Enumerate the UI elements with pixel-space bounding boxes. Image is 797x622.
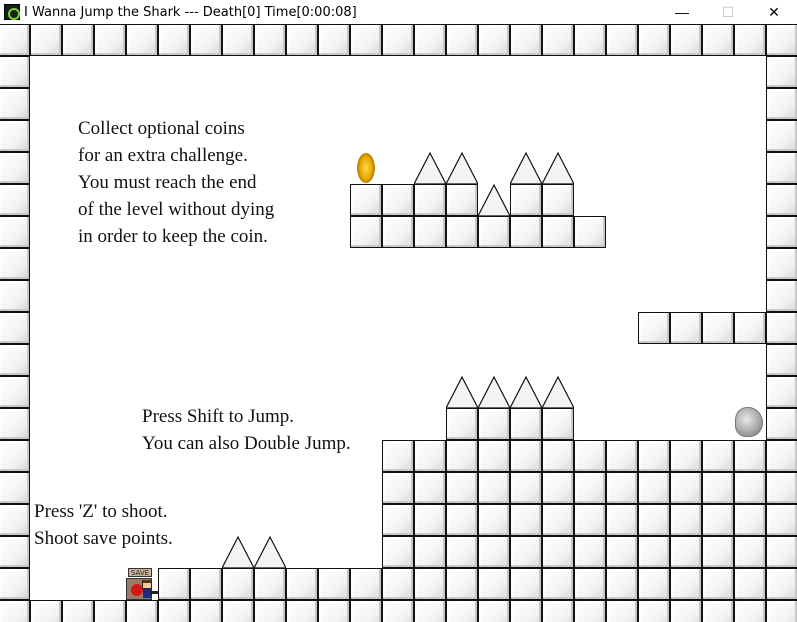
- block-tile: [702, 568, 734, 600]
- block-tile: [30, 600, 62, 622]
- hint-line: You must reach the end: [78, 172, 257, 193]
- block-tile: [478, 216, 510, 248]
- app-icon: [4, 4, 20, 20]
- spike-hazard: [542, 152, 574, 184]
- block-tile: [414, 184, 446, 216]
- block-tile: [510, 24, 542, 56]
- block-tile: [766, 216, 797, 248]
- block-tile: [0, 248, 30, 280]
- block-tile: [254, 600, 286, 622]
- hint-line: for an extra challenge.: [78, 145, 248, 166]
- block-tile: [510, 184, 542, 216]
- block-tile: [542, 184, 574, 216]
- spike-hazard: [222, 536, 254, 568]
- spike-hazard: [254, 536, 286, 568]
- block-tile: [670, 568, 702, 600]
- save-point[interactable]: [126, 568, 158, 600]
- spike-hazard: [510, 376, 542, 408]
- block-tile: [510, 568, 542, 600]
- block-tile: [542, 440, 574, 472]
- block-tile: [574, 568, 606, 600]
- block-tile: [0, 376, 30, 408]
- block-tile: [286, 24, 318, 56]
- block-tile: [414, 472, 446, 504]
- hint-line: Collect optional coins: [78, 118, 245, 139]
- block-tile: [0, 184, 30, 216]
- block-tile: [734, 24, 766, 56]
- block-tile: [414, 600, 446, 622]
- block-tile: [702, 440, 734, 472]
- block-tile: [766, 24, 797, 56]
- block-tile: [670, 600, 702, 622]
- block-tile: [350, 600, 382, 622]
- block-tile: [670, 504, 702, 536]
- block-tile: [382, 472, 414, 504]
- block-tile: [638, 504, 670, 536]
- block-tile: [94, 600, 126, 622]
- block-tile: [510, 472, 542, 504]
- block-tile: [286, 600, 318, 622]
- block-tile: [766, 408, 797, 440]
- block-tile: [766, 440, 797, 472]
- block-tile: [414, 24, 446, 56]
- block-tile: [0, 152, 30, 184]
- shark-smoke-sprite: [735, 407, 763, 437]
- block-tile: [350, 24, 382, 56]
- spike-hazard: [542, 376, 574, 408]
- maximize-button[interactable]: ☐: [721, 4, 735, 20]
- block-tile: [766, 120, 797, 152]
- block-tile: [0, 568, 30, 600]
- block-tile: [158, 568, 190, 600]
- hint-line: You can also Double Jump.: [142, 433, 351, 454]
- block-tile: [446, 216, 478, 248]
- block-tile: [574, 472, 606, 504]
- block-tile: [766, 248, 797, 280]
- close-button[interactable]: ✕: [768, 4, 780, 20]
- block-tile: [62, 600, 94, 622]
- block-tile: [670, 312, 702, 344]
- block-tile: [574, 24, 606, 56]
- block-tile: [222, 568, 254, 600]
- block-tile: [254, 24, 286, 56]
- block-tile: [734, 504, 766, 536]
- block-tile: [766, 184, 797, 216]
- block-tile: [606, 24, 638, 56]
- block-tile: [0, 408, 30, 440]
- block-tile: [0, 88, 30, 120]
- block-tile: [510, 504, 542, 536]
- spike-hazard: [510, 152, 542, 184]
- hint-line: Shoot save points.: [34, 528, 173, 549]
- block-tile: [638, 600, 670, 622]
- block-tile: [702, 536, 734, 568]
- block-tile: [382, 24, 414, 56]
- block-tile: [510, 440, 542, 472]
- block-tile: [638, 568, 670, 600]
- window-title: I Wanna Jump the Shark --- Death[0] Time[0:00:08]: [24, 4, 357, 20]
- game-canvas[interactable]: [0, 24, 797, 622]
- save-label: SAVE: [128, 568, 152, 577]
- block-tile: [382, 536, 414, 568]
- block-tile: [414, 216, 446, 248]
- spike-hazard: [414, 152, 446, 184]
- block-tile: [510, 536, 542, 568]
- block-tile: [702, 472, 734, 504]
- block-tile: [0, 504, 30, 536]
- block-tile: [606, 504, 638, 536]
- block-tile: [94, 24, 126, 56]
- block-tile: [510, 600, 542, 622]
- block-tile: [542, 504, 574, 536]
- block-tile: [446, 568, 478, 600]
- block-tile: [478, 600, 510, 622]
- block-tile: [190, 568, 222, 600]
- block-tile: [574, 216, 606, 248]
- block-tile: [638, 440, 670, 472]
- block-tile: [542, 568, 574, 600]
- block-tile: [446, 24, 478, 56]
- block-tile: [702, 24, 734, 56]
- block-tile: [670, 472, 702, 504]
- block-tile: [30, 24, 62, 56]
- block-tile: [734, 600, 766, 622]
- block-tile: [318, 600, 350, 622]
- block-tile: [222, 24, 254, 56]
- coin-hint: [78, 115, 274, 250]
- coin: [357, 153, 375, 183]
- block-tile: [446, 600, 478, 622]
- block-tile: [446, 184, 478, 216]
- block-tile: [0, 56, 30, 88]
- block-tile: [638, 472, 670, 504]
- block-tile: [510, 216, 542, 248]
- block-tile: [766, 568, 797, 600]
- spike-hazard: [446, 152, 478, 184]
- minimize-button[interactable]: —: [675, 4, 689, 20]
- block-tile: [766, 600, 797, 622]
- block-tile: [414, 504, 446, 536]
- block-tile: [62, 24, 94, 56]
- block-tile: [0, 216, 30, 248]
- block-tile: [350, 568, 382, 600]
- block-tile: [542, 24, 574, 56]
- block-tile: [766, 536, 797, 568]
- block-tile: [478, 408, 510, 440]
- block-tile: [0, 312, 30, 344]
- block-tile: [734, 536, 766, 568]
- block-tile: [766, 56, 797, 88]
- block-tile: [478, 536, 510, 568]
- block-tile: [0, 440, 30, 472]
- block-tile: [0, 472, 30, 504]
- block-tile: [606, 472, 638, 504]
- block-tile: [414, 440, 446, 472]
- block-tile: [670, 24, 702, 56]
- block-tile: [478, 504, 510, 536]
- block-tile: [0, 120, 30, 152]
- block-tile: [286, 568, 318, 600]
- hint-line: of the level without dying: [78, 199, 275, 220]
- block-tile: [0, 536, 30, 568]
- block-tile: [350, 184, 382, 216]
- block-tile: [382, 184, 414, 216]
- block-tile: [382, 440, 414, 472]
- block-tile: [382, 600, 414, 622]
- block-tile: [766, 312, 797, 344]
- block-tile: [478, 440, 510, 472]
- block-tile: [734, 312, 766, 344]
- block-tile: [766, 152, 797, 184]
- block-tile: [766, 280, 797, 312]
- block-tile: [542, 472, 574, 504]
- block-tile: [574, 440, 606, 472]
- block-tile: [446, 472, 478, 504]
- block-tile: [606, 568, 638, 600]
- block-tile: [606, 536, 638, 568]
- block-tile: [414, 568, 446, 600]
- block-tile: [158, 600, 190, 622]
- block-tile: [446, 440, 478, 472]
- spike-hazard: [446, 376, 478, 408]
- block-tile: [638, 536, 670, 568]
- block-tile: [574, 536, 606, 568]
- player-kid: [142, 580, 154, 600]
- block-tile: [702, 504, 734, 536]
- jump-hint: [142, 403, 351, 457]
- block-tile: [126, 24, 158, 56]
- block-tile: [766, 376, 797, 408]
- spike-hazard: [478, 376, 510, 408]
- block-tile: [606, 600, 638, 622]
- block-tile: [478, 472, 510, 504]
- block-tile: [382, 568, 414, 600]
- block-tile: [702, 312, 734, 344]
- block-tile: [318, 568, 350, 600]
- block-tile: [0, 344, 30, 376]
- block-tile: [382, 216, 414, 248]
- block-tile: [0, 600, 30, 622]
- block-tile: [382, 504, 414, 536]
- block-tile: [766, 344, 797, 376]
- block-tile: [478, 24, 510, 56]
- block-tile: [606, 440, 638, 472]
- block-tile: [670, 536, 702, 568]
- block-tile: [158, 24, 190, 56]
- block-tile: [446, 536, 478, 568]
- hint-line: in order to keep the coin.: [78, 226, 268, 247]
- block-tile: [0, 280, 30, 312]
- block-tile: [766, 472, 797, 504]
- block-tile: [542, 408, 574, 440]
- block-tile: [446, 408, 478, 440]
- block-tile: [542, 600, 574, 622]
- block-tile: [638, 24, 670, 56]
- shoot-hint: [34, 498, 173, 552]
- block-tile: [254, 568, 286, 600]
- block-tile: [0, 24, 30, 56]
- hint-line: Press Shift to Jump.: [142, 406, 295, 427]
- block-tile: [510, 408, 542, 440]
- block-tile: [126, 600, 158, 622]
- block-tile: [574, 600, 606, 622]
- block-tile: [734, 472, 766, 504]
- block-tile: [542, 536, 574, 568]
- block-tile: [190, 600, 222, 622]
- block-tile: [702, 600, 734, 622]
- block-tile: [542, 216, 574, 248]
- block-tile: [638, 312, 670, 344]
- block-tile: [446, 504, 478, 536]
- title-bar: [0, 0, 797, 24]
- hint-line: Press 'Z' to shoot.: [34, 501, 168, 522]
- block-tile: [414, 536, 446, 568]
- block-tile: [574, 504, 606, 536]
- block-tile: [734, 568, 766, 600]
- block-tile: [222, 600, 254, 622]
- block-tile: [734, 440, 766, 472]
- block-tile: [318, 24, 350, 56]
- block-tile: [766, 88, 797, 120]
- block-tile: [190, 24, 222, 56]
- block-tile: [478, 568, 510, 600]
- block-tile: [670, 440, 702, 472]
- block-tile: [350, 216, 382, 248]
- block-tile: [766, 504, 797, 536]
- spike-hazard: [478, 184, 510, 216]
